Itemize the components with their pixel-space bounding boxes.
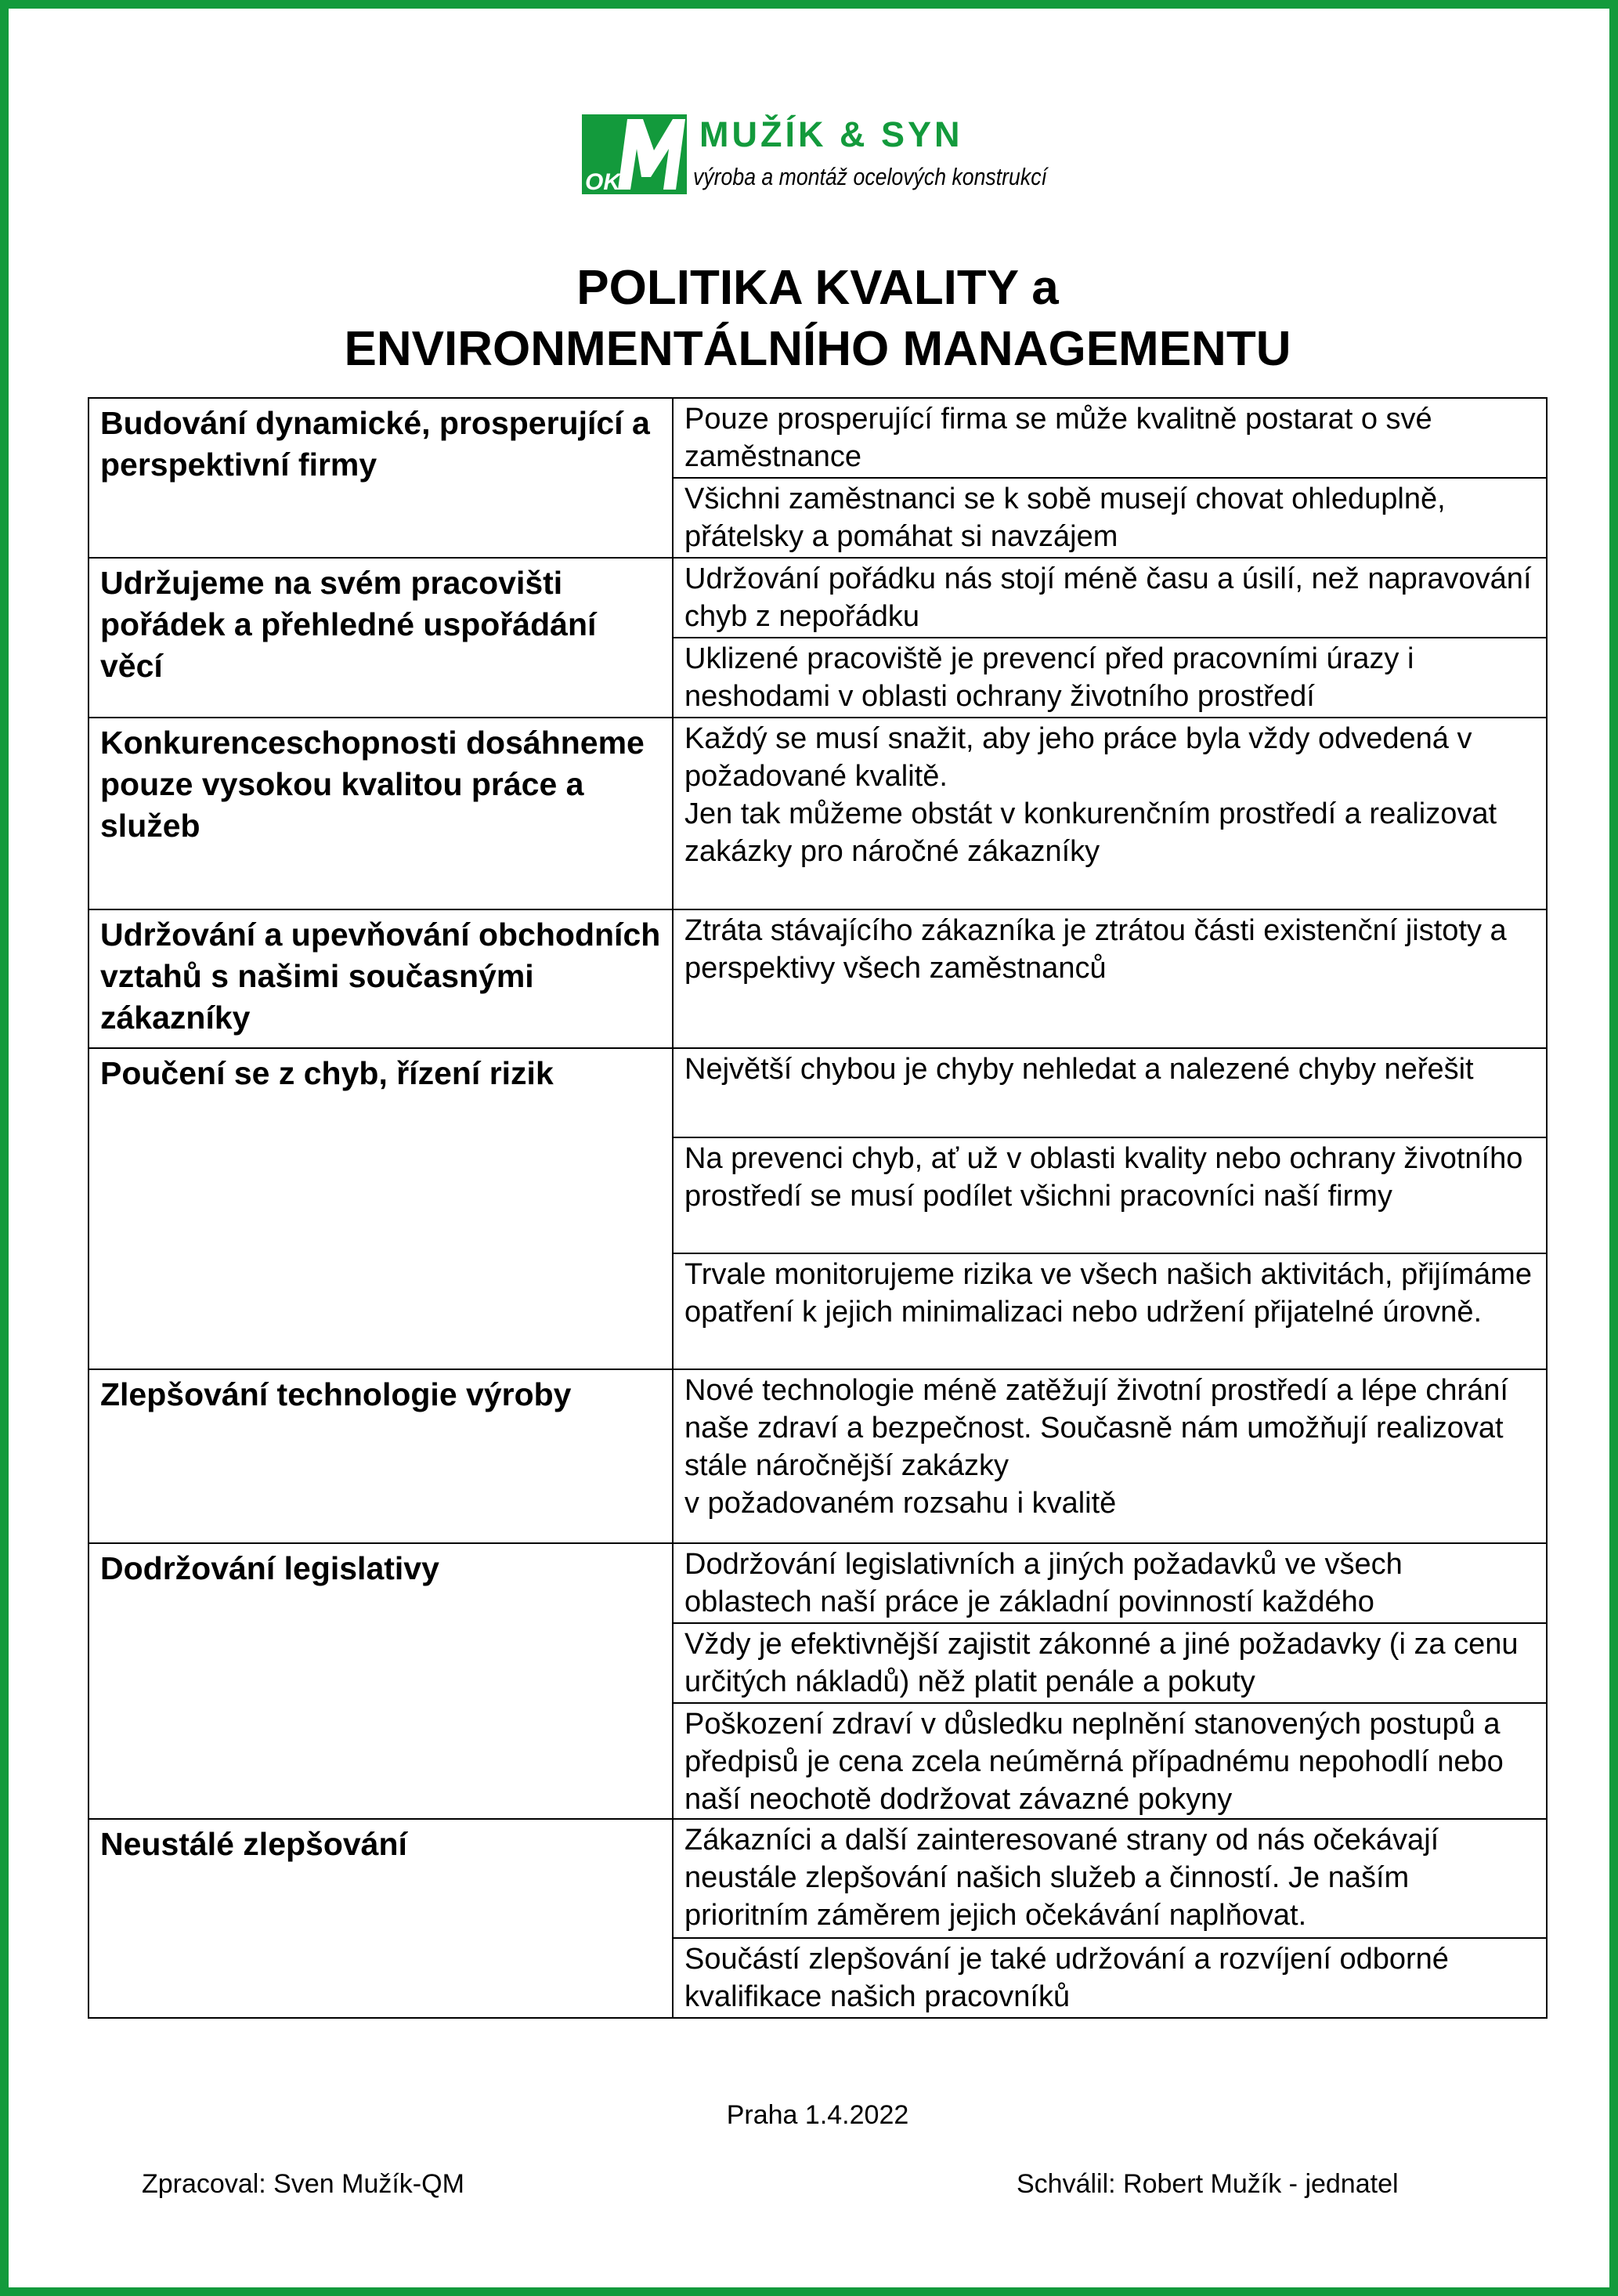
policy-row <box>88 1048 1547 1137</box>
company-logo <box>582 114 1130 201</box>
policy-topic-cell <box>88 909 673 1048</box>
policy-topic: Poučení se z chyb, řízení rizik <box>100 1055 554 1091</box>
policy-topic-cell <box>88 1543 673 1819</box>
policy-statement: Udržování pořádku nás stojí méně času a úsilí, než napravování chyb z nepořádku <box>684 562 1532 633</box>
policy-statement-cell <box>673 1369 1547 1543</box>
policy-statement-cell <box>673 1253 1547 1369</box>
policy-table-body <box>88 398 1547 2018</box>
policy-statement-cell <box>673 1819 1547 1938</box>
policy-row <box>88 558 1547 638</box>
policy-row <box>88 398 1547 478</box>
policy-statement: Pouze prosperující firma se může kvalitně postarat o své zaměstnance <box>684 403 1432 473</box>
policy-statement-cell <box>673 1938 1547 2018</box>
policy-statement: Všichni zaměstnanci se k sobě musejí chovat ohleduplně, přátelsky a pomáhat si navzájem <box>684 483 1446 553</box>
policy-statement: Poškození zdraví v důsledku neplnění stanovených postupů a předpisů je cena zcela neúměrná případnému nepohodlí nebo naší neochotě dodržovat závazné pokyny <box>684 1708 1504 1816</box>
policy-statement-cell <box>673 1703 1547 1819</box>
policy-row <box>88 1543 1547 1623</box>
policy-row <box>88 1819 1547 1938</box>
policy-statement-cell <box>673 1137 1547 1253</box>
prepared-by: Zpracoval: Sven Mužík-QM <box>142 2169 464 2199</box>
company-tagline: výroba a montáž ocelových konstrukcí <box>693 163 1047 190</box>
policy-statement: Dodržování legislativních a jiných požadavků ve všech oblastech naší práce je základní povinností každého <box>684 1548 1403 1618</box>
policy-row <box>88 718 1547 909</box>
policy-statement: Trvale monitorujeme rizika ve všech našich aktivitách, přijímáme opatření k jejich minimalizaci nebo udržení přijatelné úrovně. <box>684 1258 1532 1329</box>
policy-statement: Vždy je efektivnější zajistit zákonné a jiné požadavky (i za cenu určitých nákladů) něž platit penále a pokuty <box>684 1628 1519 1698</box>
policy-statement: Ztráta stávajícího zákazníka je ztrátou části existenční jistoty a perspektivy všech zaměstnanců <box>684 914 1507 985</box>
policy-statement: Nové technologie méně zatěžují životní prostředí a lépe chrání naše zdraví a bezpečnost. Současně nám umožňují realizovat stále náročnější zakázky v požadovaném rozsahu i kvalitě <box>684 1374 1508 1520</box>
policy-statement-cell <box>673 909 1547 1048</box>
title-line-2: ENVIRONMENTÁLNÍHO MANAGEMENTU <box>344 322 1291 376</box>
svg-text:OK: OK <box>585 169 620 194</box>
policy-topic: Konkurenceschopnosti dosáhneme pouze vysokou kvalitou práce a služeb <box>100 725 645 844</box>
policy-statement: Na prevenci chyb, ať už v oblasti kvality nebo ochrany životního prostředí se musí podílet všichni pracovníci naší firmy <box>684 1142 1523 1213</box>
policy-statement-cell <box>673 638 1547 718</box>
page-title <box>9 258 1618 380</box>
approved-by: Schválil: Robert Mužík - jednatel <box>1017 2169 1399 2199</box>
policy-statement: Největší chybou je chyby nehledat a nalezené chyby neřešit <box>684 1053 1474 1086</box>
place-date: Praha 1.4.2022 <box>726 2100 909 2130</box>
policy-statement-cell <box>673 558 1547 638</box>
policy-statement: Každý se musí snažit, aby jeho práce byla vždy odvedená v požadované kvalitě. Jen tak můžeme obstát v konkurenčním prostředí a realizovat zakázky pro náročné zákazníky <box>684 722 1497 868</box>
policy-statement-cell <box>673 1048 1547 1137</box>
policy-statement: Zákazníci a další zainteresované strany od nás očekávají neustále zlepšování našich služeb a činností. Je naším prioritním záměrem jejich očekávání naplňovat. <box>684 1824 1439 1932</box>
policy-topic-cell <box>88 718 673 909</box>
policy-statement-cell <box>673 398 1547 478</box>
policy-statement-cell <box>673 1623 1547 1703</box>
policy-topic-cell <box>88 398 673 558</box>
policy-topic-cell <box>88 1048 673 1369</box>
policy-topic: Udržování a upevňování obchodních vztahů s našimi současnými zákazníky <box>100 917 661 1036</box>
company-name: MUŽÍK & SYN <box>699 114 963 154</box>
policy-topic: Dodržování legislativy <box>100 1550 439 1586</box>
policy-topic: Budování dynamické, prosperující a perspektivní firmy <box>100 405 650 483</box>
policy-statement-cell <box>673 1543 1547 1623</box>
policy-topic-cell <box>88 1369 673 1543</box>
policy-table <box>88 397 1548 2019</box>
policy-row <box>88 1369 1547 1543</box>
title-line-1: POLITIKA KVALITY a <box>576 261 1059 315</box>
policy-statement-cell <box>673 718 1547 909</box>
policy-topic-cell <box>88 1819 673 2018</box>
policy-topic: Zlepšování technologie výroby <box>100 1376 572 1412</box>
policy-topic: Neustálé zlepšování <box>100 1826 407 1862</box>
okm-logo-mark <box>582 114 687 194</box>
policy-statement-cell <box>673 478 1547 558</box>
policy-statement: Uklizené pracoviště je prevencí před pracovními úrazy i neshodami v oblasti ochrany životního prostředí <box>684 642 1414 713</box>
policy-statement: Součástí zlepšování je také udržování a rozvíjení odborné kvalifikace našich pracovníků <box>684 1943 1449 2013</box>
policy-row <box>88 909 1547 1048</box>
policy-topic: Udržujeme na svém pracovišti pořádek a přehledné uspořádání věcí <box>100 565 597 684</box>
policy-topic-cell <box>88 558 673 718</box>
